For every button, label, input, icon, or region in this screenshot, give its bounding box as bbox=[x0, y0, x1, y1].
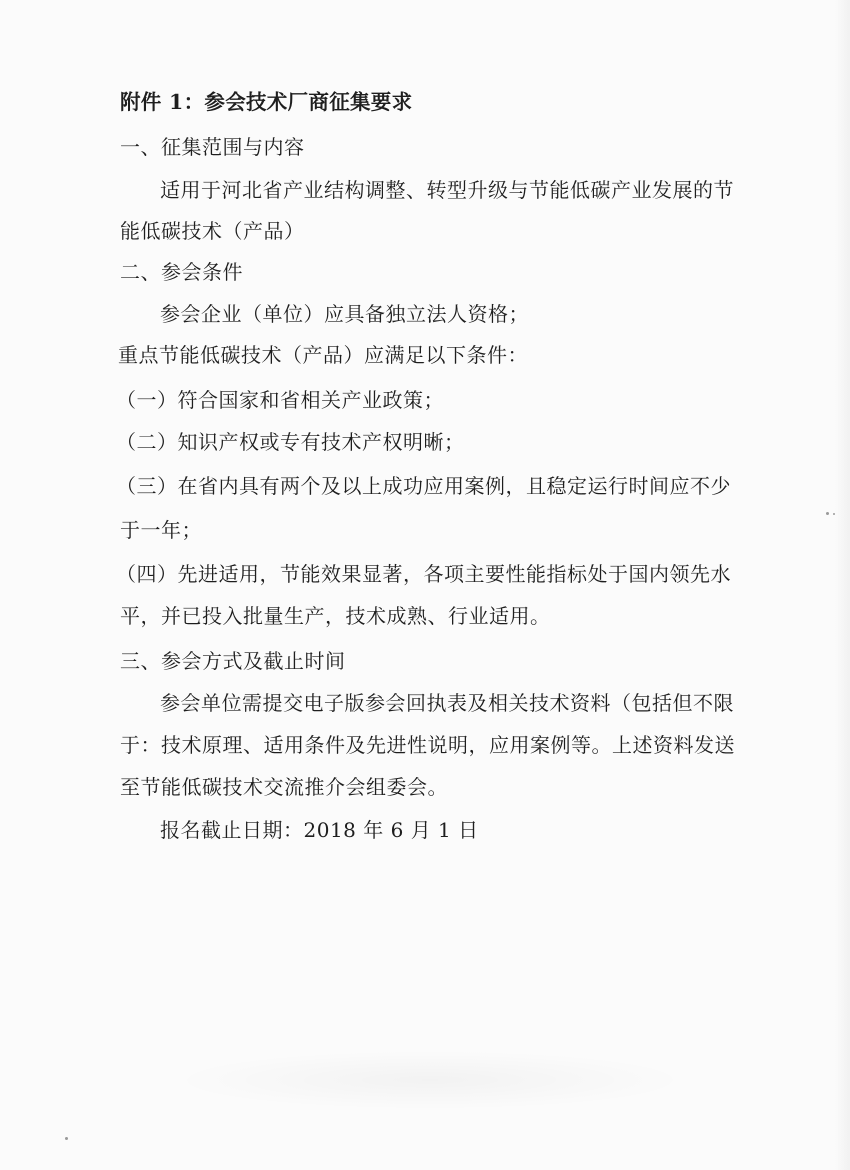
scan-speck bbox=[65, 1137, 68, 1140]
section-1-heading: 一、征集范围与内容 bbox=[120, 135, 305, 159]
document-title: 附件 1：参会技术厂商征集要求 bbox=[120, 90, 413, 114]
condition-4-line-1: （四）先进适用，节能效果显著，各项主要性能指标处于国内领先水 bbox=[116, 562, 731, 586]
condition-4-line-2: 平，并已投入批量生产，技术成熟、行业适用。 bbox=[120, 604, 551, 628]
section-2-paragraph-line-2: 重点节能低碳技术（产品）应满足以下条件： bbox=[118, 343, 528, 367]
section-3-paragraph-line-2: 于：技术原理、适用条件及先进性说明，应用案例等。上述资料发送 bbox=[120, 733, 735, 757]
condition-3-line-1: （三）在省内具有两个及以上成功应用案例，且稳定运行时间应不少 bbox=[116, 474, 731, 498]
condition-2: （二）知识产权或专有技术产权明晰； bbox=[116, 430, 465, 454]
section-1-paragraph-line-1: 适用于河北省产业结构调整、转型升级与节能低碳产业发展的节 bbox=[160, 178, 734, 202]
section-1-paragraph-line-2: 能低碳技术（产品） bbox=[120, 219, 305, 243]
section-3-paragraph-line-1: 参会单位需提交电子版参会回执表及相关技术资料（包括但不限 bbox=[160, 691, 734, 715]
condition-1: （一）符合国家和省相关产业政策； bbox=[116, 388, 444, 412]
condition-3-line-2: 于一年； bbox=[120, 518, 202, 542]
registration-deadline: 报名截止日期：2018 年 6 月 1 日 bbox=[160, 818, 479, 842]
scan-speck bbox=[833, 513, 835, 515]
section-3-paragraph-line-3: 至节能低碳技术交流推介会组委会。 bbox=[120, 775, 448, 799]
section-3-heading: 三、参会方式及截止时间 bbox=[120, 649, 346, 673]
section-2-paragraph-line-1: 参会企业（单位）应具备独立法人资格； bbox=[160, 302, 529, 326]
scan-speck bbox=[826, 512, 829, 515]
section-2-heading: 二、参会条件 bbox=[120, 260, 243, 284]
scan-shadow bbox=[170, 1050, 690, 1110]
